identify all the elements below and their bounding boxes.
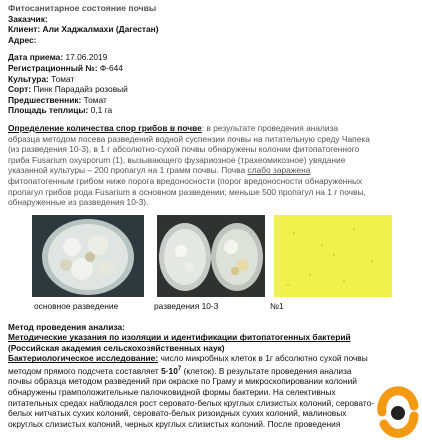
method-line-2a: методом прямого подсчета составляет <box>8 365 162 376</box>
method-line-4: обнаружены грамположительные палочковидной формы бактерии. На селективных <box>8 387 336 398</box>
spores-line-2: образца методом посева разведений водной суспензии почвы на питательную среду Чапека <box>8 133 370 144</box>
customer-row <box>8 14 416 25</box>
variety-value: Пинк Парадайз розовый <box>33 84 128 95</box>
document-title: Фитосанитарное состояние почвы <box>8 3 157 13</box>
brand-logo-icon <box>374 386 420 438</box>
plate-yellow-photo <box>274 215 392 297</box>
culture-label: Культура: <box>8 73 49 84</box>
reg-row <box>8 63 416 74</box>
spores-line-5: указанной культуры – 200 пропагул на 1 грамм почвы. Почва <box>8 165 246 176</box>
client-row <box>8 24 416 35</box>
culture-row <box>8 74 416 85</box>
method-subtitle-1: Методические указания по изоляции и идентификации фитопатогенных бактерий <box>8 332 351 343</box>
photo-caption-main: основное разведение <box>34 300 119 311</box>
address-row <box>8 35 416 46</box>
spores-heading: Определение количества спор грибов в почве <box>8 122 202 133</box>
client-label: Клиент: <box>8 24 41 35</box>
spores-paragraph <box>8 123 416 208</box>
photo-caption-dilution: разведения 10-3 <box>154 300 219 311</box>
method-line-1: число микробных клеток в 1г абсолютно сухой почвы <box>158 353 368 364</box>
spores-line-1: : в результате проведения анализа <box>201 122 339 133</box>
spores-line-7: пропагул грибов рода Fusarium в основном разведении; меньше 500 пропагул на 1 г почвы, <box>8 186 366 197</box>
date-row <box>8 52 416 63</box>
method-line-5: питательных средах наблюдался рост серовато-белых круглых слизистых колоний, серовато- <box>8 397 375 408</box>
cell-count-value: 5·10 <box>161 365 178 376</box>
culture-value: Томат <box>51 73 75 84</box>
method-line-2c: (клеток). В результате проведения анализа <box>181 365 352 376</box>
spores-underlined-phrase: слабо заражена <box>247 165 311 176</box>
customer-label: Заказчик: <box>8 13 48 24</box>
spores-line-3: (из разведения 10-3), в 1 г абсолютно-сухой почвы обнаружены колонии фитопатогенного <box>8 144 360 155</box>
reg-label: Регистрационный №: <box>8 62 98 73</box>
predecessor-label: Предшественник: <box>8 94 82 105</box>
spores-line-8: обнаруженные из разведения 10-3). <box>8 197 149 208</box>
bacteriology-label: Бактериологическое исследование: <box>8 353 159 364</box>
photo-caption-number: №1 <box>270 300 284 311</box>
area-row <box>8 105 416 116</box>
variety-label: Сорт: <box>8 84 32 95</box>
predecessor-row <box>8 95 416 106</box>
method-line-6: белых нитчатых сухих колоний, серовато-белых ризоидных сухих колоний, малиновых <box>8 408 347 419</box>
cell-count-exponent: 7 <box>177 366 182 373</box>
predecessor-value: Томат <box>83 94 107 105</box>
date-value: 17.06.2019 <box>65 52 108 63</box>
reg-value: Ф-644 <box>99 62 123 73</box>
method-section <box>8 322 416 430</box>
method-line-7: округлых слизистых колоний, черных круглых слизистых колоний. После проведения <box>8 418 341 429</box>
spores-line-6: фитопатогенным грибом ниже порога вредоносности (порог вредоносности обнаруженных <box>8 175 363 186</box>
client-value: Али Хаджалмахи (Дагестан) <box>42 24 159 35</box>
method-line-3: почвы образца методом разведений при окраске по Граму и микроскопировании колоний <box>8 376 357 387</box>
spores-line-4: гриба Fusarium oxysporum (1), вызывающего фузариозное (трахеомикозное) увядание <box>8 154 346 165</box>
photo-strip <box>8 211 416 319</box>
address-label: Адрес: <box>8 34 37 45</box>
petri-dish-photo-dilution <box>157 215 265 297</box>
date-label: Дата приема: <box>8 52 64 63</box>
petri-dish-photo-main <box>32 215 144 297</box>
area-label: Площадь теплицы: <box>8 105 89 116</box>
method-subtitle-2: (Российская академия сельскохозяйственных наук) <box>8 342 225 353</box>
area-value: 0,1 га <box>90 105 113 116</box>
method-heading: Метод проведения анализа: <box>8 321 125 332</box>
variety-row <box>8 84 416 95</box>
